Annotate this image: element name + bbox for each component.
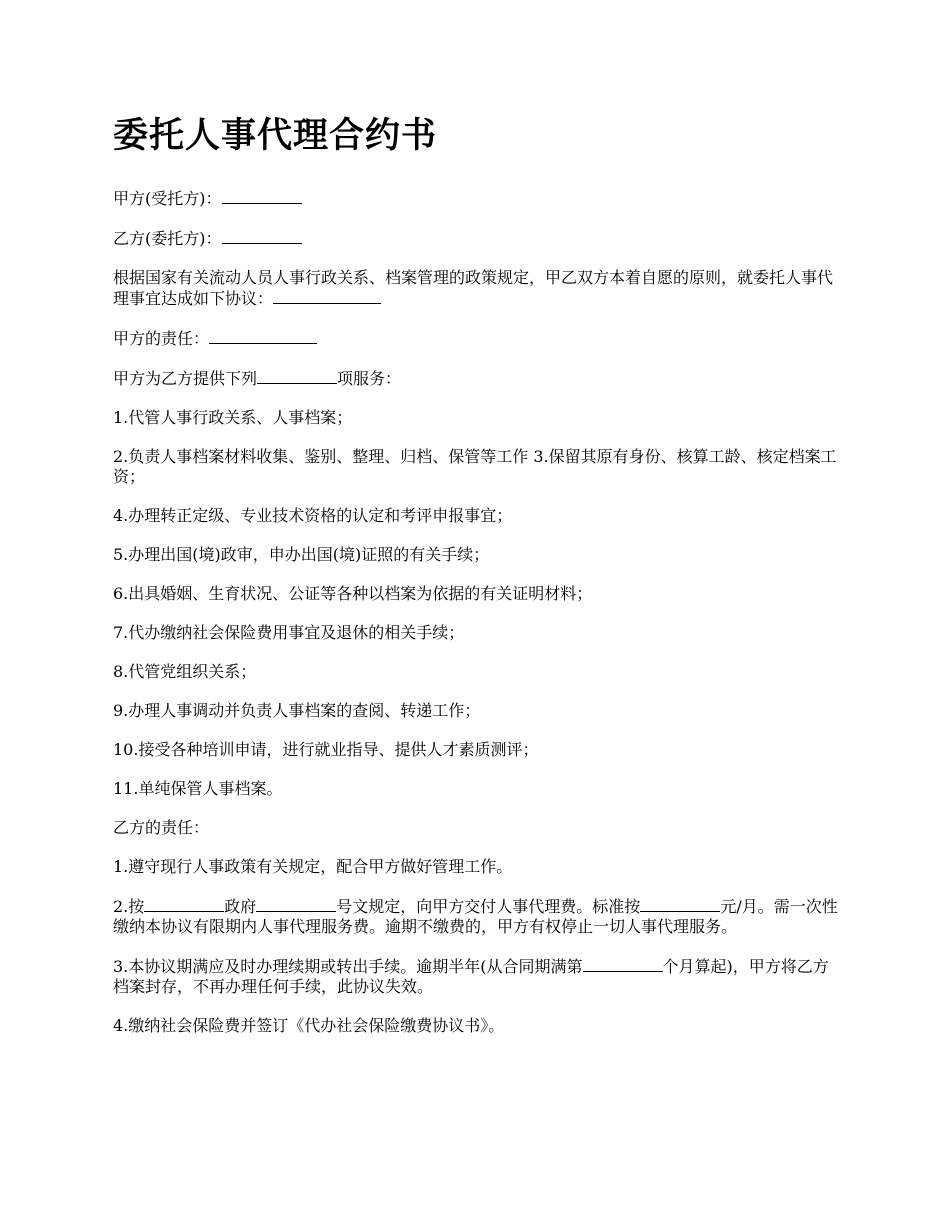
fee-amount-blank xyxy=(640,896,720,912)
contract-document xyxy=(113,112,843,1055)
service-item: 8.代管党组织关系； xyxy=(113,662,257,681)
service-item: 9.办理人事调动并负责人事档案的查阅、转递工作； xyxy=(113,701,481,720)
duty3-text-b: 个月算起)，甲方将乙方档案封存，不再办理任何手续，此协议失效。 xyxy=(113,957,829,996)
party-b-label: 乙方(委托方)： xyxy=(113,229,222,248)
services-intro-suffix: 项服务： xyxy=(337,369,402,388)
service-item: 7.代办缴纳社会保险费用事宜及退休的相关手续； xyxy=(113,623,465,642)
intro-blank xyxy=(273,288,381,304)
duty3-text-a: 3.本协议期满应及时办理续期或转出手续。逾期半年(从合同期满第 xyxy=(113,957,583,976)
service-item: 2.负责人事档案材料收集、鉴别、整理、归档、保管等工作 3.保留其原有身份、核算工龄、核定档案工资； xyxy=(113,447,837,486)
service-item: 4.办理转正定级、专业技术资格的认定和考评申报事宜； xyxy=(113,506,513,525)
party-a-label: 甲方(受托方)： xyxy=(113,189,222,208)
party-b-duty-item xyxy=(113,896,843,937)
service-item: 5.办理出国(境)政审，申办出国(境)证照的有关手续； xyxy=(113,545,490,564)
duty2-text-a: 2.按 xyxy=(113,897,145,916)
party-a-blank xyxy=(222,188,302,204)
months-blank xyxy=(583,956,663,972)
service-item: 6.出具婚姻、生育状况、公证等各种以档案为依据的有关证明材料； xyxy=(113,584,593,603)
service-item: 1.代管人事行政关系、人事档案； xyxy=(113,408,353,427)
party-b-duty-item: 1.遵守现行人事政策有关规定，配合甲方做好管理工作。 xyxy=(113,857,513,876)
party-a-duty-line xyxy=(113,328,843,349)
duty2-text-c: 号文规定，向甲方交付人事代理费。标准按 xyxy=(336,897,641,916)
intro-text: 根据国家有关流动人员人事行政关系、档案管理的政策规定，甲乙双方本着自愿的原则，就委托人事代理事宜达成如下协议： xyxy=(113,268,834,308)
services-count-blank xyxy=(257,368,337,384)
party-b-line xyxy=(113,228,843,249)
party-b-duty-heading: 乙方的责任： xyxy=(113,818,210,837)
document-title: 委托人事代理合约书 xyxy=(113,115,438,156)
service-item: 10.接受各种培训申请，进行就业指导、提供人才素质测评； xyxy=(113,740,539,759)
document-number-blank xyxy=(256,896,336,912)
duty2-text-b: 政府 xyxy=(224,897,257,916)
party-a-line xyxy=(113,188,843,209)
intro-paragraph xyxy=(113,268,843,309)
party-b-duty-item xyxy=(113,956,843,997)
services-intro-prefix: 甲方为乙方提供下列 xyxy=(113,369,258,388)
party-b-blank xyxy=(222,228,302,244)
service-item: 11.单纯保管人事档案。 xyxy=(113,779,283,798)
party-a-duty-heading: 甲方的责任： xyxy=(113,329,210,348)
party-a-duty-blank xyxy=(209,328,317,344)
party-b-duty-item: 4.缴纳社会保险费并签订《代办社会保险缴费协议书》。 xyxy=(113,1016,505,1035)
duty2-text-d: 元/月。需一次性缴纳本协议有限期内人事代理服务费。逾期不缴费的，甲方有权停止一切人事代理服务。 xyxy=(113,897,838,936)
government-blank xyxy=(144,896,224,912)
services-intro xyxy=(113,368,843,389)
